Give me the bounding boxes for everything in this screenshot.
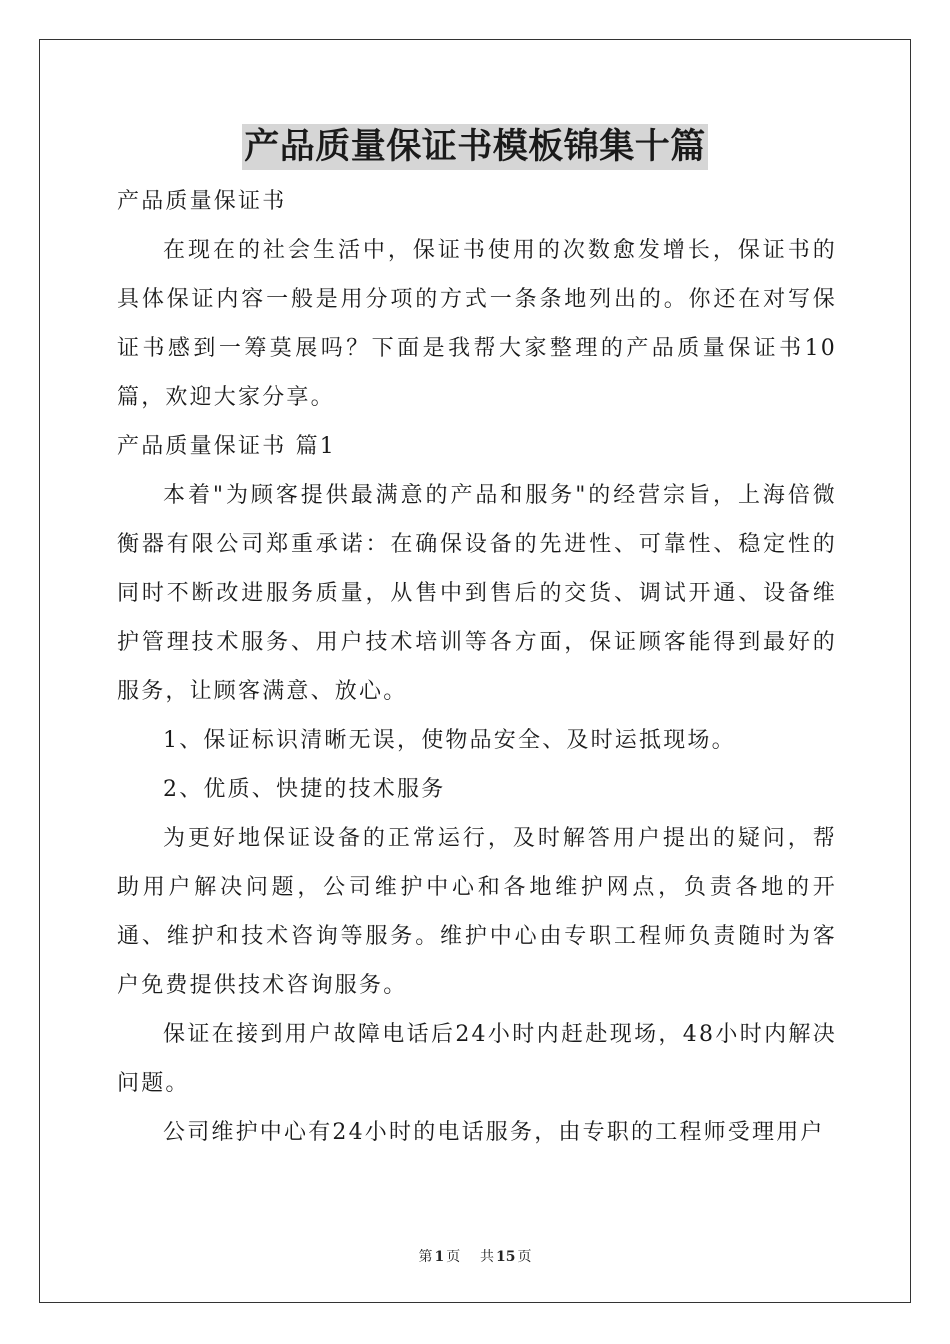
list-item-1: 1、保证标识清晰无误，使物品安全、及时运抵现场。 xyxy=(163,728,736,753)
commitment-paragraph: 本着"为顾客提供最满意的产品和服务"的经营宗旨，上海倍微衡器有限公司郑重承诺：在确保设备的先进性、可靠性、稳定性的同时不断改进服务质量，从售中到售后的交货、调试开通、设备维护管理技术服务、用户技术培训等各方面，保证顾客能得到最好的服务，让顾客满意、放心。 xyxy=(117,483,837,704)
intro-paragraph: 在现在的社会生活中，保证书使用的次数愈发增长，保证书的具体保证内容一般是用分项的方式一条条地列出的。你还在对写保证书感到一筹莫展吗？下面是我帮大家整理的产品质量保证书10篇，欢迎大家分享。 xyxy=(117,238,837,410)
total-label-prefix: 共 xyxy=(480,1249,495,1265)
service-paragraph: 为更好地保证设备的正常运行，及时解答用户提出的疑问，帮助用户解决问题，公司维护中心和各地维护网点，负责各地的开通、维护和技术咨询等服务。维护中心由专职工程师负责随时为客户免费提供技术咨询服务。 xyxy=(117,826,837,998)
document-body xyxy=(117,177,837,1157)
list-item-2: 2、优质、快捷的技术服务 xyxy=(163,777,446,802)
page-label-prefix: 第 xyxy=(418,1249,433,1265)
total-label-suffix: 页 xyxy=(517,1249,532,1265)
document-title: 产品质量保证书模板锦集十篇 xyxy=(242,124,708,170)
section-heading: 产品质量保证书 xyxy=(117,189,287,214)
hotline-paragraph: 公司维护中心有24小时的电话服务，由专职的工程师受理用户 xyxy=(163,1120,825,1145)
title-area xyxy=(0,124,950,170)
total-pages-number: 15 xyxy=(496,1249,516,1265)
section-heading-piece-1: 产品质量保证书 篇1 xyxy=(117,434,336,459)
response-time-paragraph: 保证在接到用户故障电话后24小时内赶赴现场，48小时内解决问题。 xyxy=(117,1022,837,1096)
current-page-number: 1 xyxy=(434,1249,445,1265)
page-footer xyxy=(0,1246,950,1266)
page-label-suffix: 页 xyxy=(446,1249,461,1265)
